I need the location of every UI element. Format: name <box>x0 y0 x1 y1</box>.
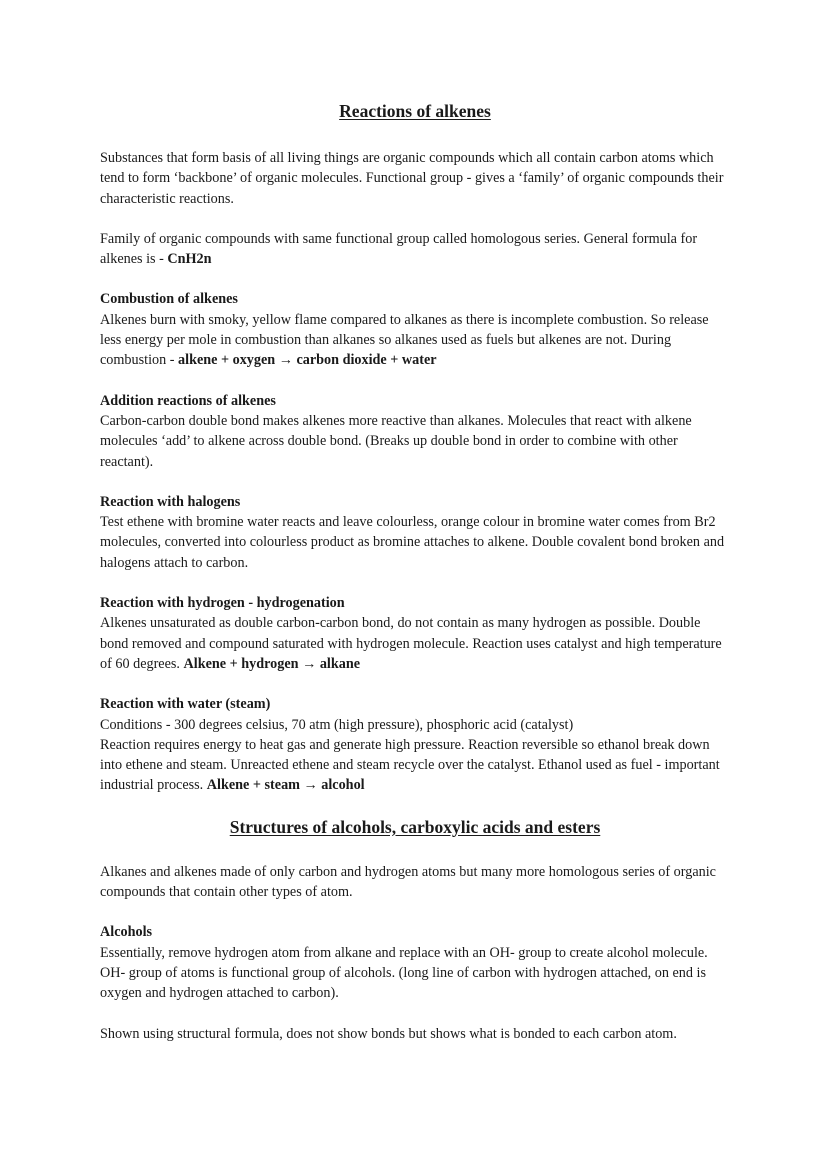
addition-section <box>100 391 730 472</box>
general-formula-paragraph <box>100 229 730 270</box>
intro-paragraph: Substances that form basis of all living things are organic compounds which all contain carbon atoms which tend to form ‘backbone’ of organic molecules. Functional group - gives a ‘family’ of organic compounds their characteristic reactions. <box>100 150 724 207</box>
addition-heading: Addition reactions of alkenes <box>100 392 276 409</box>
halogens-heading: Reaction with halogens <box>100 493 241 510</box>
hydrogenation-text: Alkenes unsaturated as double carbon-carbon bond, do not contain as many hydrogen as possible. Double bond removed and compound saturated with hydrogen molecule. Reaction uses catalyst and high temperature of 60 degrees. <box>100 615 722 672</box>
hydrogenation-section <box>100 593 730 674</box>
combustion-heading: Combustion of alkenes <box>100 291 238 308</box>
general-formula: CnH2n <box>167 251 212 268</box>
steam-heading: Reaction with water (steam) <box>100 696 271 713</box>
steam-conditions: Conditions - 300 degrees celsius, 70 atm (high pressure), phosphoric acid (catalyst) <box>100 716 574 733</box>
structural-formula-paragraph: Shown using structural formula, does not show bonds but shows what is bonded to each carbon atom. <box>100 1025 677 1042</box>
steam-equation: Alkene + steam → alcohol <box>206 777 365 794</box>
halogens-text: Test ethene with bromine water reacts and leave colourless, orange colour in bromine water comes from Br2 molecules, converted into colourless product as bromine attaches to alkene. Double covalent bond broken and halogens attach to carbon. <box>100 514 725 571</box>
page-title: Reactions of alkenes <box>339 101 491 121</box>
structures-intro-paragraph: Alkanes and alkenes made of only carbon and hydrogen atoms but many more homologous series of organic compounds that contain other types of atom. <box>100 863 716 901</box>
hydrogenation-heading: Reaction with hydrogen - hydrogenation <box>100 595 345 612</box>
document-content <box>100 100 730 1064</box>
section-title-structures: Structures of alcohols, carboxylic acids and esters <box>229 816 601 837</box>
combustion-equation: alkene + oxygen → carbon dioxide + water <box>178 352 437 369</box>
alcohols-section <box>100 922 730 1003</box>
halogens-section <box>100 492 730 573</box>
steam-section <box>100 694 730 795</box>
alcohols-text: Essentially, remove hydrogen atom from alkane and replace with an OH- group to create alcohol molecule. OH- group of atoms is functional group of alcohols. (long line of carbon with hydrogen attached, on end is oxygen and hydrogen attached to carbon). <box>100 944 708 1002</box>
combustion-text: Alkenes burn with smoky, yellow flame compared to alkanes as there is incomplete combustion. So release less energy per mole in combustion than alkanes so alkanes used as fuels but alkenes are not. During combustion - <box>100 311 709 369</box>
steam-text: Reaction requires energy to heat gas and generate high pressure. Reaction reversible so ethanol break down into ethene and steam. Unreacted ethene and steam recycle over the catalyst. Ethanol used as fuel - important industrial process. <box>100 736 720 794</box>
addition-text: Carbon-carbon double bond makes alkenes more reactive than alkanes. Molecules that react with alkene molecules ‘add’ to alkene across double bond. (Breaks up double bond in order to combine with other reactant). <box>100 412 692 470</box>
general-formula-text: Family of organic compounds with same functional group called homologous series. General formula for alkenes is - <box>100 230 698 268</box>
alcohols-heading: Alcohols <box>100 924 153 941</box>
combustion-section <box>100 289 730 370</box>
hydrogenation-equation: Alkene + hydrogen → alkane <box>183 655 361 672</box>
